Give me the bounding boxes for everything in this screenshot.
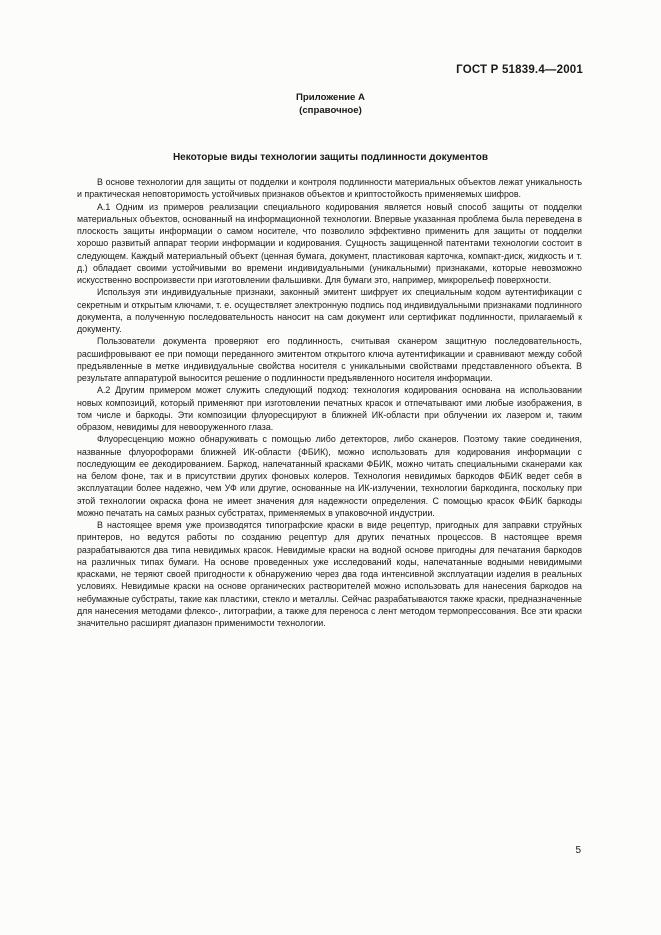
paragraph-a2-fluorescence: Флуоресценцию можно обнаруживать с помощью либо детекторов, либо сканеров. Поэтому такие соединения, названные флуорофорами ближней ИК-области (ФБИК), можно использовать для кодирования информации с последующим ее декодированием. Баркод, напечатанный красками ФБИК, можно читать специальными сканерами как на белом фоне, так и в присутствии других фоновых колеров. Технология невидимых баркодов ФБИК ведет себя в эксплуатации более надежно, чем УФ или другие, основанные на ИК-излучении, технологии баркодинга, поскольку при этой технологии окраска фона не имеет значения для надежности определения. С помощью красок ФБИК баркоды можно печатать на самых разных субстратах, применяемых в упаковочной индустрии. bbox=[77, 434, 582, 518]
paragraph-a2-inks: В настоящее время уже производятся типографские краски в виде рецептур, пригодных для заправки струйных принтеров, но ведутся работы по созданию рецептур для других печатных процессов. В настоящее время разрабатываются два типа невидимых красок. Невидимые краски на водной основе пригодны для печатания баркодов на различных типах бумаги. На основе проведенных уже исследований коды, напечатанные водными невидимыми красками, не теряют своей пригодности к обнаружению через два года интенсивной эксплуатации изделия в реальных условиях. Невидимые краски на основе органических растворителей можно использовать для нанесения баркодов на небумажные субстраты, такие как пластики, стекло и металлы. Сейчас разрабатываются также краски, предназначенные для нанесения методами флексо-, литографии, а также для переноса с лент методом термопрессования. Все эти краски значительно расширят диапазон применимости технологии. bbox=[77, 520, 582, 628]
paragraph-a1-verification: Пользователи документа проверяют его подлинность, считывая сканером защитную последовательность, расшифровывают ее при помощи переданного эмитентом открытого ключа аутентификации и сравнивают между собой предъявленные в метке индивидуальные свойства носителя с уникальными свойствами представленного объекта. В результате аппаратурой выносится решение о подлинности предъявленного носителя информации. bbox=[77, 336, 582, 383]
appendix-label: Приложение А bbox=[296, 92, 365, 103]
paragraph-a1: А.1 Одним из примеров реализации специального кодирования является новый способ защиты от подделки материальных объектов, основанный на информационной технологии. Впервые указанная проблема была переведена в плоскость защиты информации о самом носителе, что позволило эффективно применить для защиты от подделки хорошо развитый аппарат теории информации и кодирования. Сущность защищенной патентами технологии состоит в следующем. Каждый материальный объект (ценная бумага, документ, пластиковая карточка, компакт-диск, жидкость и т. д.) обладает своими устойчивыми во времени индивидуальными (уникальными) признаками, которые невозможно искусственно воспроизвести при изготовлении фальшивки. Для бумаги это, например, микрорельеф поверхности. bbox=[77, 201, 582, 285]
body-text bbox=[77, 176, 582, 629]
document-code: ГОСТ Р 51839.4—2001 bbox=[456, 64, 583, 76]
page-number: 5 bbox=[575, 845, 581, 856]
section-title: Некоторые виды технологии защиты подлинности документов bbox=[172, 152, 489, 163]
paragraph-a2: А.2 Другим примером может служить следующий подход: технология кодирования основана на использовании новых композиций, который применяют при изготовлении печатных красок и отпечатывают ими любые изображения, в том числе и баркоды. Эти композиции флуоресцируют в ближней ИК-области при облучении их лазером и, таким образом, невидимы для невооруженного глаза. bbox=[77, 385, 582, 432]
paragraph-intro: В основе технологии для защиты от подделки и контроля подлинности материальных объектов лежат уникальность и практическая неповторимость устойчивых признаков объектов и криптостойкость применяемых шифров. bbox=[77, 177, 582, 200]
appendix-note: (справочное) bbox=[299, 105, 362, 116]
appendix-heading bbox=[0, 91, 661, 117]
paragraph-a1-signature: Используя эти индивидуальные признаки, законный эмитент шифрует их специальным кодом аутентификации с секретным и открытым ключами, т. е. осуществляет электронную подпись под индивидуальными признаками подлинного документа, а полученную последовательность наносит на сам документ или сертификат подлинности, прилагаемый к документу. bbox=[77, 287, 582, 334]
